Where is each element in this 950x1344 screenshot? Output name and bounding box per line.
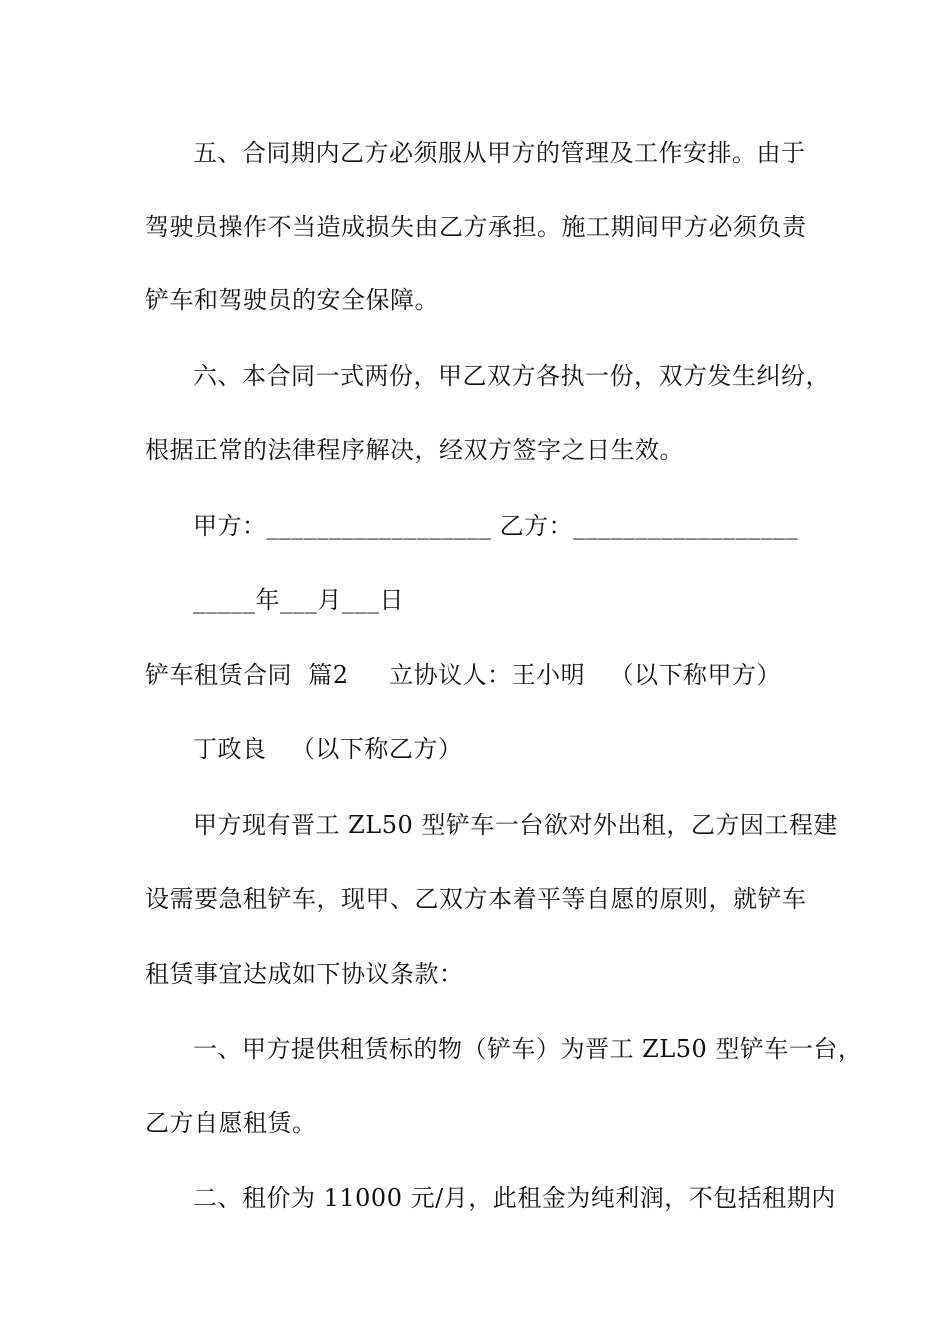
contract-2-heading: 铲车租赁合同 篇2 立协议人：王小明 （以下称甲方）	[145, 661, 782, 689]
article-1-line-2: 乙方自愿租赁。	[145, 1109, 317, 1137]
article-2-line-1: 二、租价为 11000 元/月，此租金为纯利润，不包括租期内	[193, 1184, 836, 1212]
clause-5-line-2: 驾驶员操作不当造成损失由乙方承担。施工期间甲方必须负责	[145, 213, 807, 241]
intro-line-1: 甲方现有晋工 ZL50 型铲车一台欲对外出租，乙方因工程建	[193, 811, 838, 839]
date-line: _____年___月___日	[193, 586, 404, 614]
clause-6-line-2: 根据正常的法律程序解决，经双方签字之日生效。	[145, 436, 684, 464]
party-b-line: 丁政良 （以下称乙方）	[193, 735, 463, 763]
signature-line: 甲方：__________________ 乙方：__________________	[193, 512, 799, 540]
intro-line-3: 租赁事宜达成如下协议条款：	[145, 960, 464, 988]
clause-5-line-1: 五、合同期内乙方必须服从甲方的管理及工作安排。由于	[193, 139, 806, 167]
article-1-line-1: 一、甲方提供租赁标的物（铲车）为晋工 ZL50 型铲车一台，	[193, 1035, 863, 1063]
clause-6-line-1: 六、本合同一式两份，甲乙双方各执一份，双方发生纠纷，	[193, 362, 830, 390]
intro-line-2: 设需要急租铲车，现甲、乙双方本着平等自愿的原则，就铲车	[145, 885, 807, 913]
clause-5-line-3: 铲车和驾驶员的安全保障。	[145, 286, 439, 314]
